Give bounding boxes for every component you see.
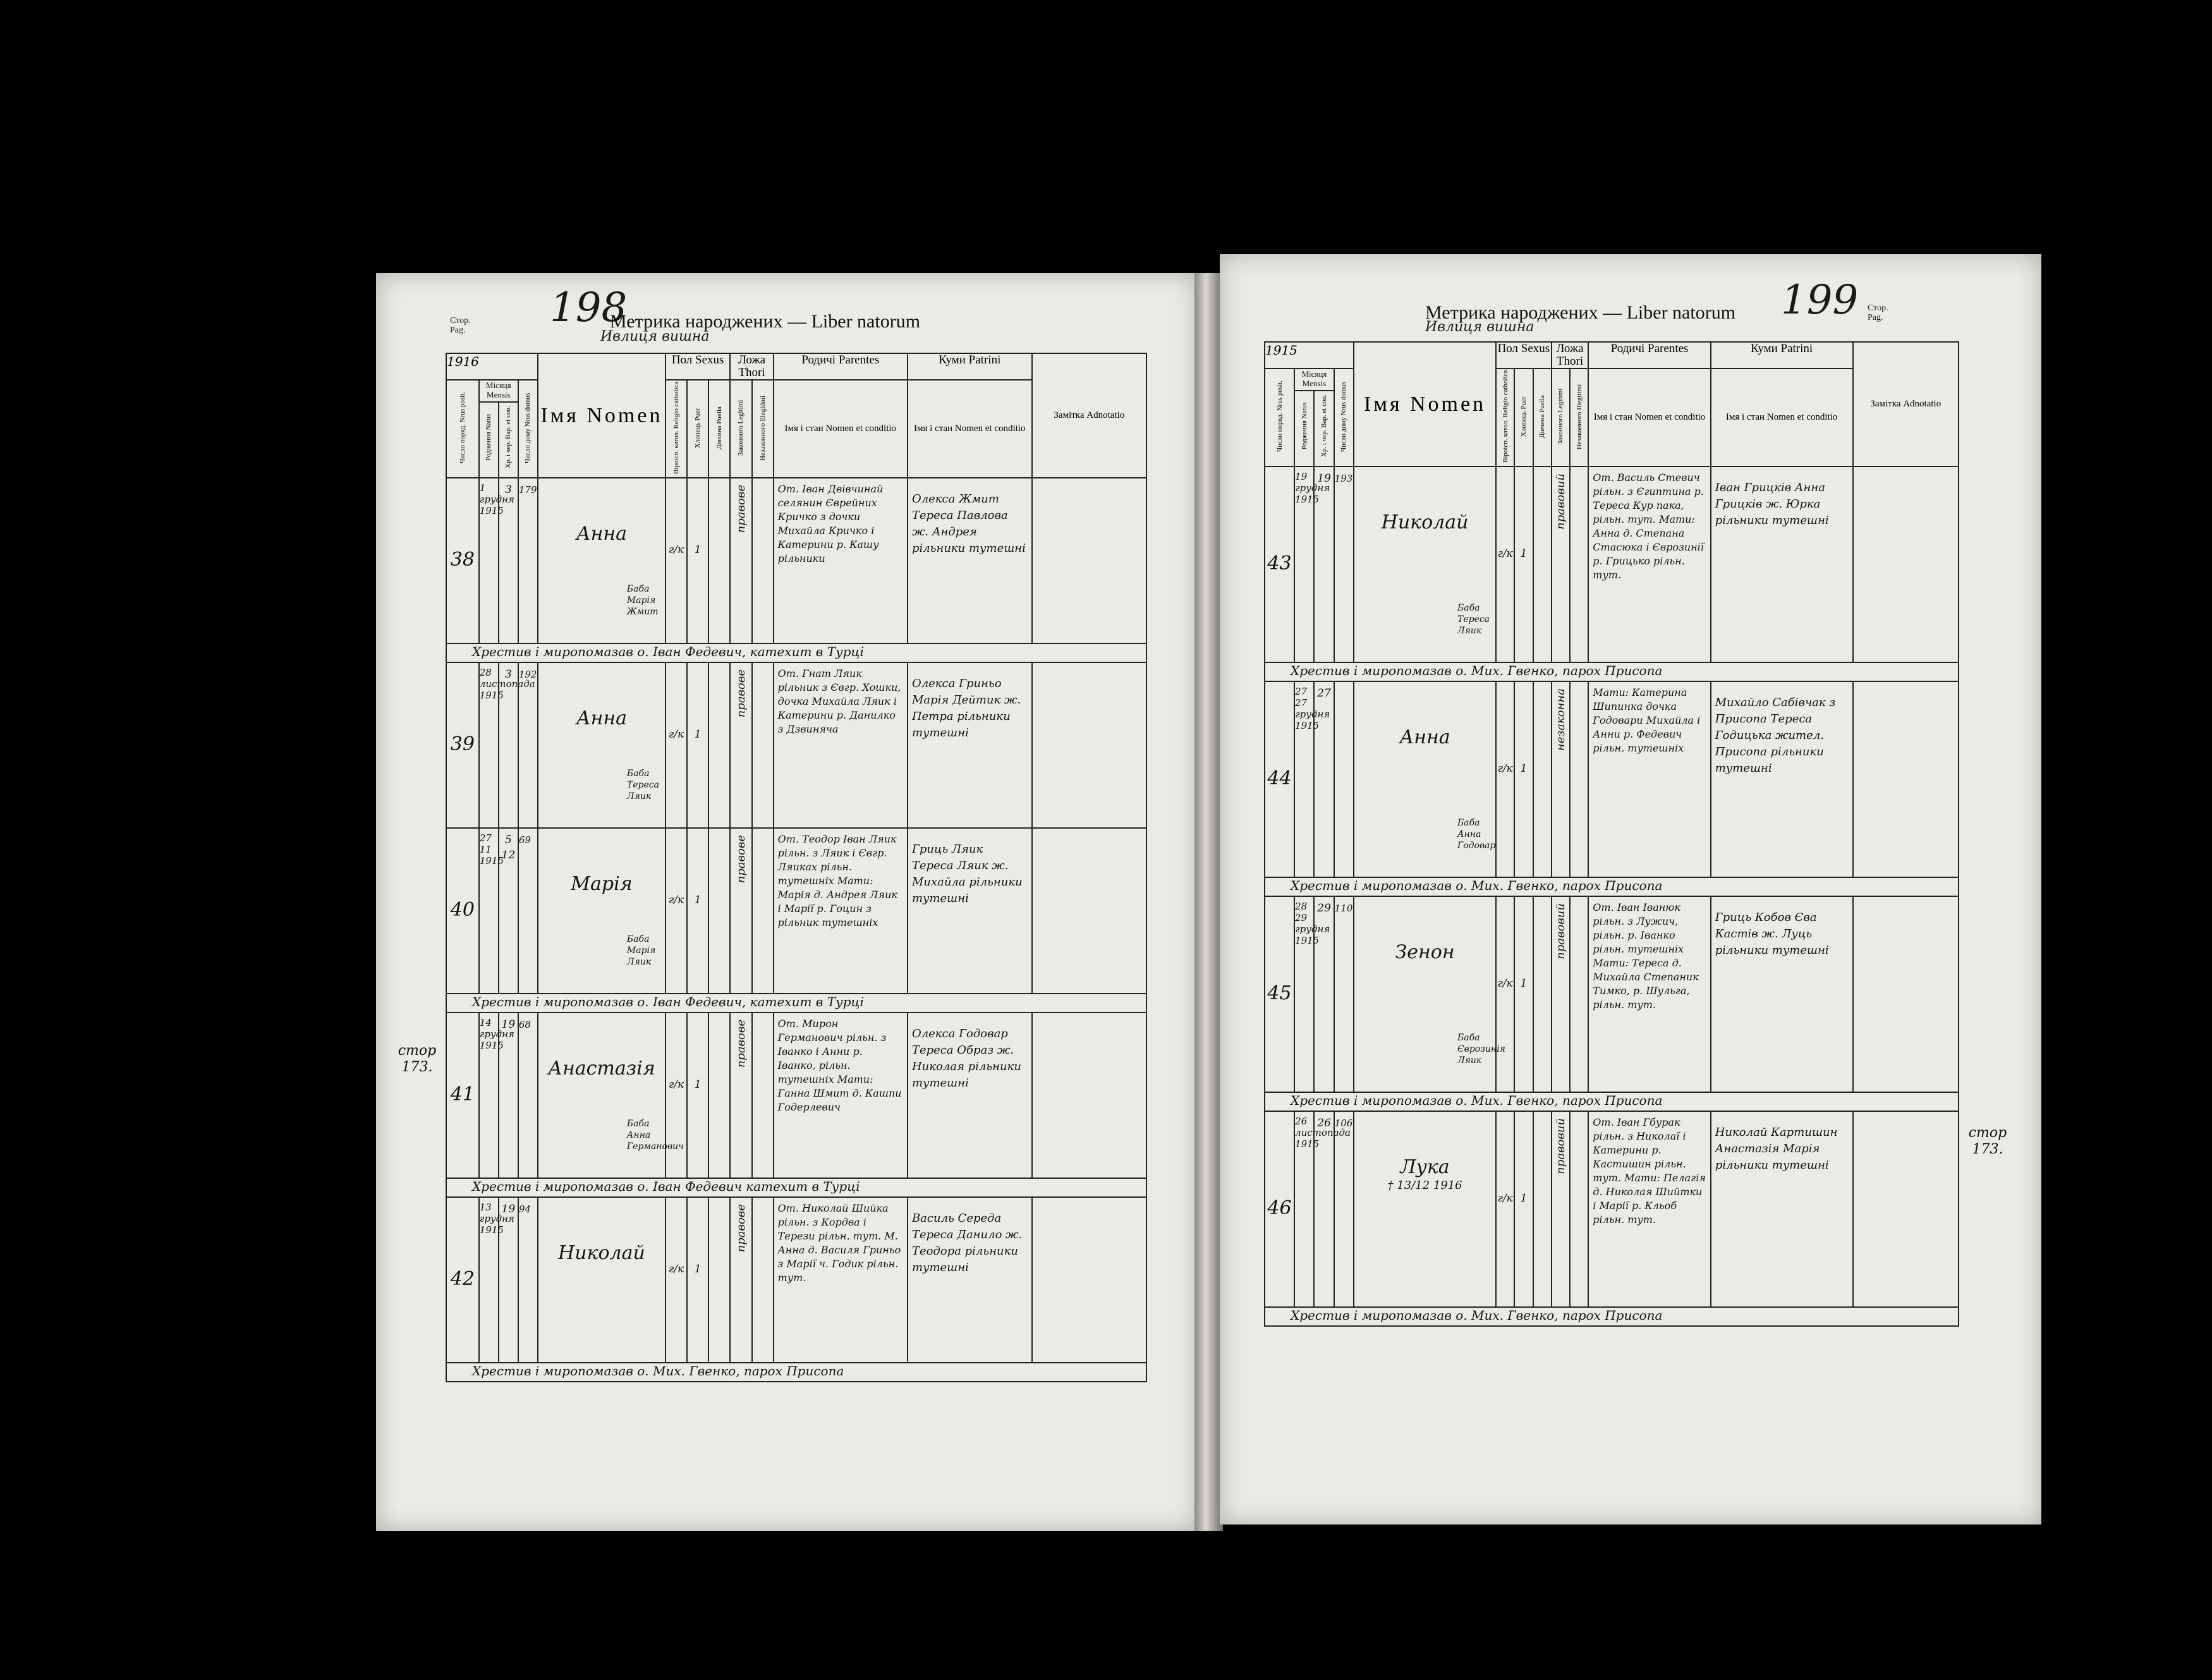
entry-number: 44 [1267,767,1292,789]
birth-date: 28 29 грудня 1915 [1295,901,1330,946]
parents-entry: От. Николай Шийка рільн. з Кордва і Терези рільн. тут. М. Анна д. Василя Гриньо з Марії ч. Годик рільн. тут. [777,1202,901,1284]
house-number: 106 [1334,1117,1353,1129]
parents-entry: От. Мирон Германович рільн. з Іванко і Анни р. Іванко, рільн. тутешніх Мати: Ганна Шмит д. Кашпи Годерлевич [777,1018,902,1113]
baptism-date: 19 [501,1203,516,1215]
female-mark-cell [1533,466,1552,662]
godparents-entry: Михайло Сабівчак з Присопа Тереса Годицька жител. Присопа рільники тутешні [1715,696,1836,775]
baptism-date: 29 [1317,902,1331,915]
stor-label-right: Стор. Pag. [1868,303,1888,322]
entry-number-cell [1265,896,1294,1092]
parents-header: Родичі Parentes [1588,342,1710,368]
baptism-date-cell [499,1197,518,1363]
midwife-note: Баба Марія Жмит [626,584,659,617]
thori-header: Ложа Thori [1552,342,1589,368]
midwife-note: Баба Анна Германович [626,1119,684,1152]
sex-mark: 1 [1520,977,1528,990]
sex-mark-cell [687,478,708,643]
parents-entry-cell [774,1013,908,1178]
male-header: Хлопець Puer [687,380,708,478]
child-name-cell [1354,681,1496,877]
midwife-note: Баба Марія Ляик [626,934,656,967]
house-header: Число дому Nrus domus [518,380,538,478]
godparents-entry: Николай Картишин Анастазія Марія рільники тутешні [1715,1126,1838,1172]
entry-number-cell [1265,466,1294,662]
sex-mark: 1 [694,1263,702,1275]
register-entry [446,828,1146,994]
legitimacy-mark-cell [730,662,751,828]
godparents-entry: Іван Грицків Анна Грицків ж. Юрка рільники тутешні [1715,481,1829,527]
birth-date: 28 листопада 1915 [479,667,535,701]
birth-date: 1 грудня 1915 [479,482,514,516]
religion-mark: г/к [668,894,684,906]
female-mark-cell [1533,896,1552,1092]
entry-number: 46 [1267,1197,1292,1219]
godparents-entry-cell [1711,1111,1853,1307]
parents-entry-cell [774,478,908,643]
born-header: Родження Natus [1294,391,1314,466]
sex-mark-cell [1514,896,1533,1092]
book-gutter [1194,273,1223,1531]
register-entry [446,662,1146,828]
entry-number: 45 [1267,982,1292,1004]
illegitimate-mark-cell [1570,681,1588,877]
entry-number: 41 [450,1083,475,1105]
male-header: Хлопець Puer [1514,368,1533,466]
baptism-note-cell [446,643,1146,662]
child-name: Лука [1400,1156,1450,1178]
entry-number: 42 [450,1268,475,1290]
godparents-entry: Гриць Ляик Тереса Ляик ж. Михайла рільники тутешні [911,843,1023,905]
baptism-note-cell [1265,877,1959,896]
child-name: Николай [1381,511,1469,533]
godparents-entry: Олекса Гриньо Марія Дейтик ж. Петра рільники тутешні [911,677,1021,740]
annotation-cell [1853,681,1959,877]
godparents-entry-cell [1711,896,1853,1092]
house-number-cell [518,828,538,994]
legitimacy-mark: правовий [1553,473,1567,530]
illegitimate-mark-cell [752,1013,774,1178]
months-header: Місяця Mensis [1294,368,1334,391]
birth-date-cell [479,1013,514,1178]
illegit-header: Незаконного Illegitimi [752,380,774,478]
parents-entry: Мати: Катерина Шипинка дочка Годовари Михайла і Анни р. Федевич рільн. тутешніх [1593,686,1701,754]
baptism-date-cell [1314,896,1334,1092]
godparents-entry-cell [908,1197,1032,1363]
child-name-cell [538,1197,665,1363]
parish-subtitle-left: Ивлиця вишна [600,329,710,344]
female-mark-cell [1533,681,1552,877]
baptism-date-cell [1314,466,1334,662]
midwife-note: Баба Єврозинія Ляик [1457,1033,1505,1066]
parents-entry: От. Василь Стевич рільн. з Єгиптина р. Тереса Кур пака, рільн. тут. Мати: Анна д. Степана Стасюка і Єврозинії р. Грицько рільн. тут. [1593,472,1704,581]
birth-date: 27 27 грудня 1915 [1295,686,1330,731]
house-number-cell [1334,466,1354,662]
legitimacy-mark: правовий [1553,1118,1567,1174]
birth-date: 19 грудня 1915 [1295,471,1330,505]
religion-mark: г/к [668,1078,684,1091]
baptism-note-cell [1265,1092,1959,1111]
godparents-entry-cell [1711,681,1853,877]
entry-number: 38 [450,549,475,571]
num-header: Число поряд. Nrus posit. [1265,368,1294,466]
baptism-date-cell [1314,681,1334,877]
child-name-cell [538,662,665,828]
house-number: 68 [518,1019,531,1030]
page-number-right: 199 [1781,277,1859,324]
legit-header: Законного Legitimi [1552,368,1570,466]
birth-date-cell [479,1197,514,1363]
register-table-left [446,353,1147,1382]
religion-header: Віроісп. катол. Religio catholica [665,380,687,478]
sex-mark-cell [1514,466,1533,662]
godparents-sub-header: Імя і стан Nomen et conditio [1711,368,1853,466]
house-number-cell [1334,681,1354,877]
born-header: Родження Natus [479,402,499,478]
parents-entry: От. Теодор Іван Ляик рільн. з Ляик і Євгр. Ляиках рільн. тутешніх Мати: Марія д. Андрея Ляик і Марії р. Гоцин з рільник тутешніх [777,833,897,928]
godparents-header: Куми Patrini [1711,342,1853,368]
baptism-date: 19 [1317,472,1331,485]
baptism-note-cell [446,994,1146,1013]
sex-mark: 1 [694,1078,702,1091]
entry-number: 39 [450,733,475,755]
religion-mark-cell [665,662,687,828]
baptism-date-cell [1314,1111,1334,1307]
note-header: Замітка Adnotatio [1853,342,1959,466]
child-name: Анастазія [548,1057,655,1080]
page-title-right: Метрика народжених — Liber natorum [1425,302,1736,323]
religion-header: Віроісп. катол. Religio catholica [1496,368,1514,466]
legitimacy-mark: правове [734,485,748,533]
entry-number-cell [446,662,479,828]
register-entry [1265,1111,1959,1307]
godparents-entry: Василь Середа Тереса Данило ж. Теодора рільники тутешні [911,1212,1023,1274]
midwife-note: Баба Анна Годовар [1457,818,1496,851]
house-number-cell [518,1013,538,1178]
legitimacy-mark-cell [730,828,751,994]
godparents-entry-cell [908,1013,1032,1178]
annotation-cell [1032,1197,1146,1363]
house-header: Число дому Nrus domus [1334,368,1354,466]
child-name: Марія [571,873,633,895]
parents-entry-cell [1588,681,1710,877]
parents-sub-header: Імя і стан Nomen et conditio [774,380,908,478]
legitimacy-mark-cell [1552,681,1570,877]
baptism-note-cell [1265,1307,1959,1326]
parents-header: Родичі Parentes [774,353,908,380]
parents-entry-cell [774,828,908,994]
sex-mark: 1 [1520,1192,1528,1205]
annotation-cell [1032,662,1146,828]
sex-header: Пол Sexus [665,353,730,380]
sex-mark-cell [1514,1111,1533,1307]
house-number: 192 [518,669,537,680]
birth-date-cell [1294,896,1330,1092]
religion-mark-cell [1496,466,1514,662]
illegitimate-mark-cell [1570,896,1588,1092]
baptism-date: 5 12 [501,834,516,861]
year-cell: 1915 [1265,342,1354,368]
religion-mark-cell [665,828,687,994]
female-header: Дівчина Puella [1533,368,1552,466]
birth-date-cell [479,478,514,643]
house-number-cell [518,1197,538,1363]
baptism-date-cell [499,662,518,828]
note-header: Замітка Adnotatio [1032,353,1146,478]
illegitimate-mark-cell [752,662,774,828]
baptism-date: 27 [1317,687,1331,700]
baptism-note: Хрестив і миропомазав о. Іван Федевич катехит в Турці [472,1179,860,1194]
baptism-date-cell [499,828,518,994]
house-number: 94 [518,1203,531,1215]
thori-header: Ложа Thori [730,353,773,380]
house-number-cell [518,662,538,828]
illegitimate-mark-cell [752,1197,774,1363]
bapt-header: Хр. і чер. Bap. et con. [499,402,518,478]
sex-mark: 1 [694,894,702,906]
name-header: Імя Nomen [1354,342,1496,466]
register-entry [1265,896,1959,1092]
annotation-cell [1853,1111,1959,1307]
godparents-entry: Гриць Кобов Єва Кастів ж. Луць рільники тутешні [1715,911,1829,957]
godparents-entry-cell [908,478,1032,643]
register-entry [446,1013,1146,1178]
legitimacy-mark: правовий [1553,903,1567,959]
parents-entry: От. Гнат Ляик рільник з Євгр. Хошки, дочка Михайла Ляик і Катерини р. Данилко з Дзвиняча [777,667,901,735]
midwife-note: Баба Тереса Ляик [626,769,659,801]
parents-entry-cell [774,1197,908,1363]
sex-mark-cell [687,1013,708,1178]
legit-header: Законного Legitimi [730,380,751,478]
child-name: Анна [1399,726,1450,748]
child-name: Анна [576,707,627,729]
baptism-note: Хрестив і миропомазав о. Мих. Гвенко, парох Присопа [1291,1308,1663,1323]
baptism-date-cell [499,1013,518,1178]
baptism-date: 3 [504,668,512,681]
entry-number: 40 [450,899,475,921]
child-name-cell [1354,466,1496,662]
birth-date: 13 грудня 1915 [479,1202,514,1236]
baptism-note-cell [446,1363,1146,1382]
child-name: Николай [558,1242,645,1264]
religion-mark-cell [665,478,687,643]
legitimacy-mark-cell [730,1013,751,1178]
religion-mark-cell [1496,681,1514,877]
birth-date-cell [1294,466,1330,662]
parents-entry-cell [1588,1111,1710,1307]
register-entry [1265,681,1959,877]
religion-mark: г/к [668,728,684,741]
parents-entry-cell [1588,896,1710,1092]
godparents-entry: Олекса Жмит Тереса Павлова ж. Андрея рільники тутешні [911,492,1026,555]
entry-number-cell [446,1013,479,1178]
legitimacy-mark-cell [1552,1111,1570,1307]
religion-mark: г/к [1497,1192,1513,1205]
page-number-left: 198 [550,284,628,331]
illegit-header: Незаконного Illegitimi [1570,368,1588,466]
entry-number-cell [446,1197,479,1363]
house-number: 110 [1334,903,1353,914]
female-mark-cell [1533,1111,1552,1307]
annotation-cell [1853,466,1959,662]
sex-mark: 1 [694,728,702,741]
baptism-date: 26 [1317,1117,1331,1129]
baptism-note: Хрестив і миропомазав о. Мих. Гвенко, парох Присопа [1291,1093,1663,1108]
sex-mark-cell [687,662,708,828]
birth-date: 14 грудня 1915 [479,1017,514,1051]
house-number: 179 [518,484,537,496]
annotation-cell [1032,1013,1146,1178]
religion-mark-cell [1496,896,1514,1092]
godparents-entry-cell [908,828,1032,994]
legitimacy-mark: правове [734,835,748,884]
child-name: Зенон [1395,941,1455,963]
legitimacy-mark-cell [1552,896,1570,1092]
baptism-note: Хрестив і миропомазав о. Іван Федевич, катехит в Турці [472,994,864,1009]
female-mark-cell [708,828,730,994]
baptism-date: 19 [501,1018,516,1031]
register-entry [1265,466,1959,662]
year-cell: 1916 [446,353,538,380]
legitimacy-mark-cell [1552,466,1570,662]
legitimacy-mark: правове [734,669,748,718]
religion-mark-cell [665,1197,687,1363]
entry-number-cell [1265,681,1294,877]
birth-date: 27 11 1915 [479,832,504,867]
legitimacy-mark: правове [734,1204,748,1253]
register-entry [446,1197,1146,1363]
female-mark-cell [708,1197,730,1363]
register-entry [446,478,1146,643]
godparents-entry-cell [908,662,1032,828]
entry-number-cell [446,828,479,994]
sex-mark-cell [687,1197,708,1363]
parents-entry-cell [774,662,908,828]
godparents-sub-header: Імя і стан Nomen et conditio [908,380,1032,478]
register-table-right [1264,341,1959,1327]
legitimacy-mark: незаконна [1553,688,1567,752]
sex-mark: 1 [1520,762,1528,775]
baptism-note: Хрестив і миропомазав о. Мих. Гвенко, парох Присопа [1291,663,1663,678]
religion-mark: г/к [668,1263,684,1275]
sex-mark-cell [687,828,708,994]
baptism-note-cell [446,1178,1146,1197]
godparents-entry: Олекса Годовар Тереса Образ ж. Николая рільники тутешні [911,1027,1021,1090]
parents-entry: От. Іван Іванюк рільн. з Лужич, рільн. р. Іванко рільн. тутешніх Мати: Тереса д. Михайла Степаник Тимко, р. Шульга, рільн. тут. [1593,901,1699,1011]
birth-date: 26 листопада 1915 [1295,1116,1351,1150]
baptism-note: Хрестив і миропомазав о. Мих. Гвенко, парох Присопа [472,1363,844,1379]
godparents-header: Куми Patrini [908,353,1032,380]
religion-mark: г/к [1497,977,1513,990]
annotation-cell [1853,896,1959,1092]
parish-subtitle-right: Ивлиця вишна [1425,319,1534,335]
margin-note-right: стор 173. [1968,1125,2007,1157]
baptism-note: Хрестив і миропомазав о. Мих. Гвенко, парох Присопа [1291,878,1663,893]
birth-date-cell [479,828,504,994]
godparents-entry-cell [1711,466,1853,662]
baptism-note-cell [1265,662,1959,681]
annotation-cell [1032,478,1146,643]
child-name: Анна [576,523,627,545]
illegitimate-mark-cell [752,478,774,643]
female-mark-cell [708,1013,730,1178]
legitimacy-mark-cell [730,478,751,643]
parents-entry-cell [1588,466,1710,662]
parents-entry: От. Іван Двівчинай селянин Єврейних Кричко з дочки Михайла Кричко і Катерини р. Кашу рільники [777,483,884,564]
child-name-cell [538,478,665,643]
entry-number-cell [1265,1111,1294,1307]
house-number: 69 [518,834,531,846]
parents-sub-header: Імя і стан Nomen et conditio [1588,368,1710,466]
baptism-date-cell [499,478,518,643]
baptism-date: 3 [504,484,512,496]
illegitimate-mark-cell [1570,1111,1588,1307]
illegitimate-mark-cell [752,828,774,994]
annotation-cell [1032,828,1146,994]
death-note: † 13/12 1916 [1387,1179,1462,1192]
house-number: 193 [1334,473,1353,484]
house-number-cell [1334,896,1354,1092]
birth-date-cell [1294,681,1330,877]
midwife-note: Баба Тереса Ляик [1457,603,1490,636]
house-number-cell [518,478,538,643]
stor-label-left: Стор. Pag. [450,316,471,335]
parents-entry: От. Іван Гбурак рільн. з Николаї і Катерини р. Кастишин рільн. тут. Мати: Пелагія д. Николая Шийтки і Марії р. Кльоб рільн. тут. [1593,1116,1706,1226]
illegitimate-mark-cell [1570,466,1588,662]
page-title-left: Метрика народжених — Liber natorum [610,311,921,332]
entry-number: 43 [1267,552,1292,575]
sex-mark: 1 [694,544,702,556]
religion-mark-cell [665,1013,687,1178]
religion-mark: г/к [1497,547,1513,560]
house-number [1335,682,1353,686]
margin-note-left: стор 173. [398,1043,437,1075]
female-mark-cell [708,478,730,643]
child-name-cell [1354,1111,1496,1307]
house-number-cell [1334,1111,1354,1307]
child-name-cell [538,828,665,994]
entry-number-cell [446,478,479,643]
female-mark-cell [708,662,730,828]
religion-mark: г/к [668,544,684,556]
months-header: Місяця Mensis [479,380,518,402]
female-header: Дівчина Puella [708,380,730,478]
legitimacy-mark-cell [730,1197,751,1363]
sex-mark: 1 [1520,547,1528,560]
sex-header: Пол Sexus [1496,342,1552,368]
baptism-note: Хрестив і миропомазав о. Іван Федевич, катехит в Турці [472,644,864,659]
sex-mark-cell [1514,681,1533,877]
name-header: Імя Nomen [538,353,665,478]
num-header: Число поряд. Nrus posit. [446,380,479,478]
religion-mark: г/к [1497,762,1513,775]
bapt-header: Хр. і чер. Bap. et con. [1314,391,1334,466]
religion-mark-cell [1496,1111,1514,1307]
legitimacy-mark: правове [734,1020,748,1068]
